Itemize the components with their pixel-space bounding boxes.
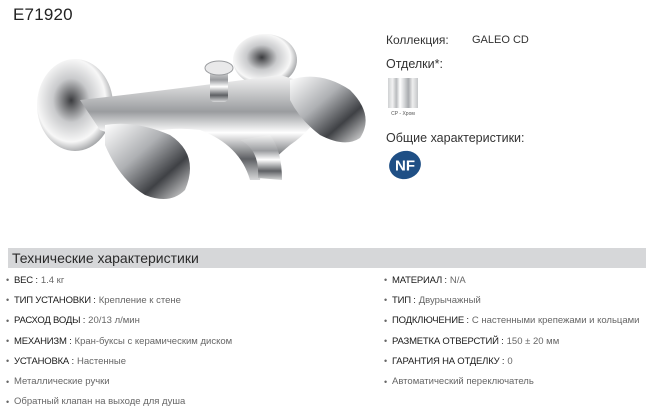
bullet-icon: • bbox=[384, 336, 388, 347]
bullet-icon: • bbox=[384, 295, 388, 306]
spec-item-type: • ТИП : Двурычажный bbox=[384, 294, 481, 306]
collection-value: GALEO CD bbox=[472, 34, 529, 46]
spec-item-connection: • ПОДКЛЮЧЕНИЕ : С настенными крепежами и кольцами bbox=[384, 315, 640, 327]
specs-list-left bbox=[6, 270, 336, 410]
finishes-title: Отделки*: bbox=[386, 57, 443, 71]
spec-item-finish-warranty: • ГАРАНТИЯ НА ОТДЕЛКУ : 0 bbox=[384, 355, 513, 367]
bullet-icon: • bbox=[384, 275, 388, 286]
collection-row bbox=[386, 32, 646, 48]
spec-item-mechanism: • МЕХАНИЗМ : Кран-буксы с керамическим диском bbox=[6, 335, 233, 347]
product-code: E71920 bbox=[13, 5, 73, 24]
nf-certification-icon bbox=[388, 150, 422, 180]
bullet-icon: • bbox=[6, 376, 10, 387]
spec-item-weight: • ВЕС : 1.4 кг bbox=[6, 274, 65, 286]
bullet-icon: • bbox=[6, 275, 10, 286]
spec-item-check-valve: • Обратный клапан на выходе для душа bbox=[6, 396, 186, 408]
faucet-illustration-icon bbox=[20, 30, 380, 200]
bullet-icon: • bbox=[384, 376, 388, 387]
bullet-icon: • bbox=[6, 295, 10, 306]
product-info-panel bbox=[386, 32, 646, 48]
bullet-icon: • bbox=[6, 396, 10, 407]
svg-text:NF: NF bbox=[395, 157, 415, 175]
spec-item-auto-diverter: • Автоматический переключатель bbox=[384, 376, 534, 388]
finish-swatch-chrome[interactable] bbox=[388, 78, 418, 108]
bullet-icon: • bbox=[6, 356, 10, 367]
specs-list-right bbox=[384, 270, 650, 392]
general-characteristics-title: Общие характеристики: bbox=[386, 131, 525, 145]
spec-item-flow-rate: • РАСХОД ВОДЫ : 20/13 л/мин bbox=[6, 315, 140, 327]
spec-item-hole-spacing: • РАЗМЕТКА ОТВЕРСТИЙ : 150 ± 20 мм bbox=[384, 335, 560, 347]
bullet-icon: • bbox=[384, 315, 388, 326]
bullet-icon: • bbox=[6, 336, 10, 347]
spec-item-mount-type: • ТИП УСТАНОВКИ : Крепление к стене bbox=[6, 294, 181, 306]
technical-specs-header: Технические характеристики bbox=[8, 248, 646, 268]
collection-label: Коллекция: bbox=[386, 33, 449, 47]
spec-item-metal-handles: • Металлические ручки bbox=[6, 376, 110, 388]
product-image-faucet bbox=[20, 30, 380, 200]
bullet-icon: • bbox=[384, 356, 388, 367]
spec-item-installation: • УСТАНОВКА : Настенные bbox=[6, 355, 126, 367]
bullet-icon: • bbox=[6, 315, 10, 326]
finish-label: CP - Хром bbox=[391, 111, 415, 117]
spec-item-material: • МАТЕРИАЛ : N/A bbox=[384, 274, 466, 286]
